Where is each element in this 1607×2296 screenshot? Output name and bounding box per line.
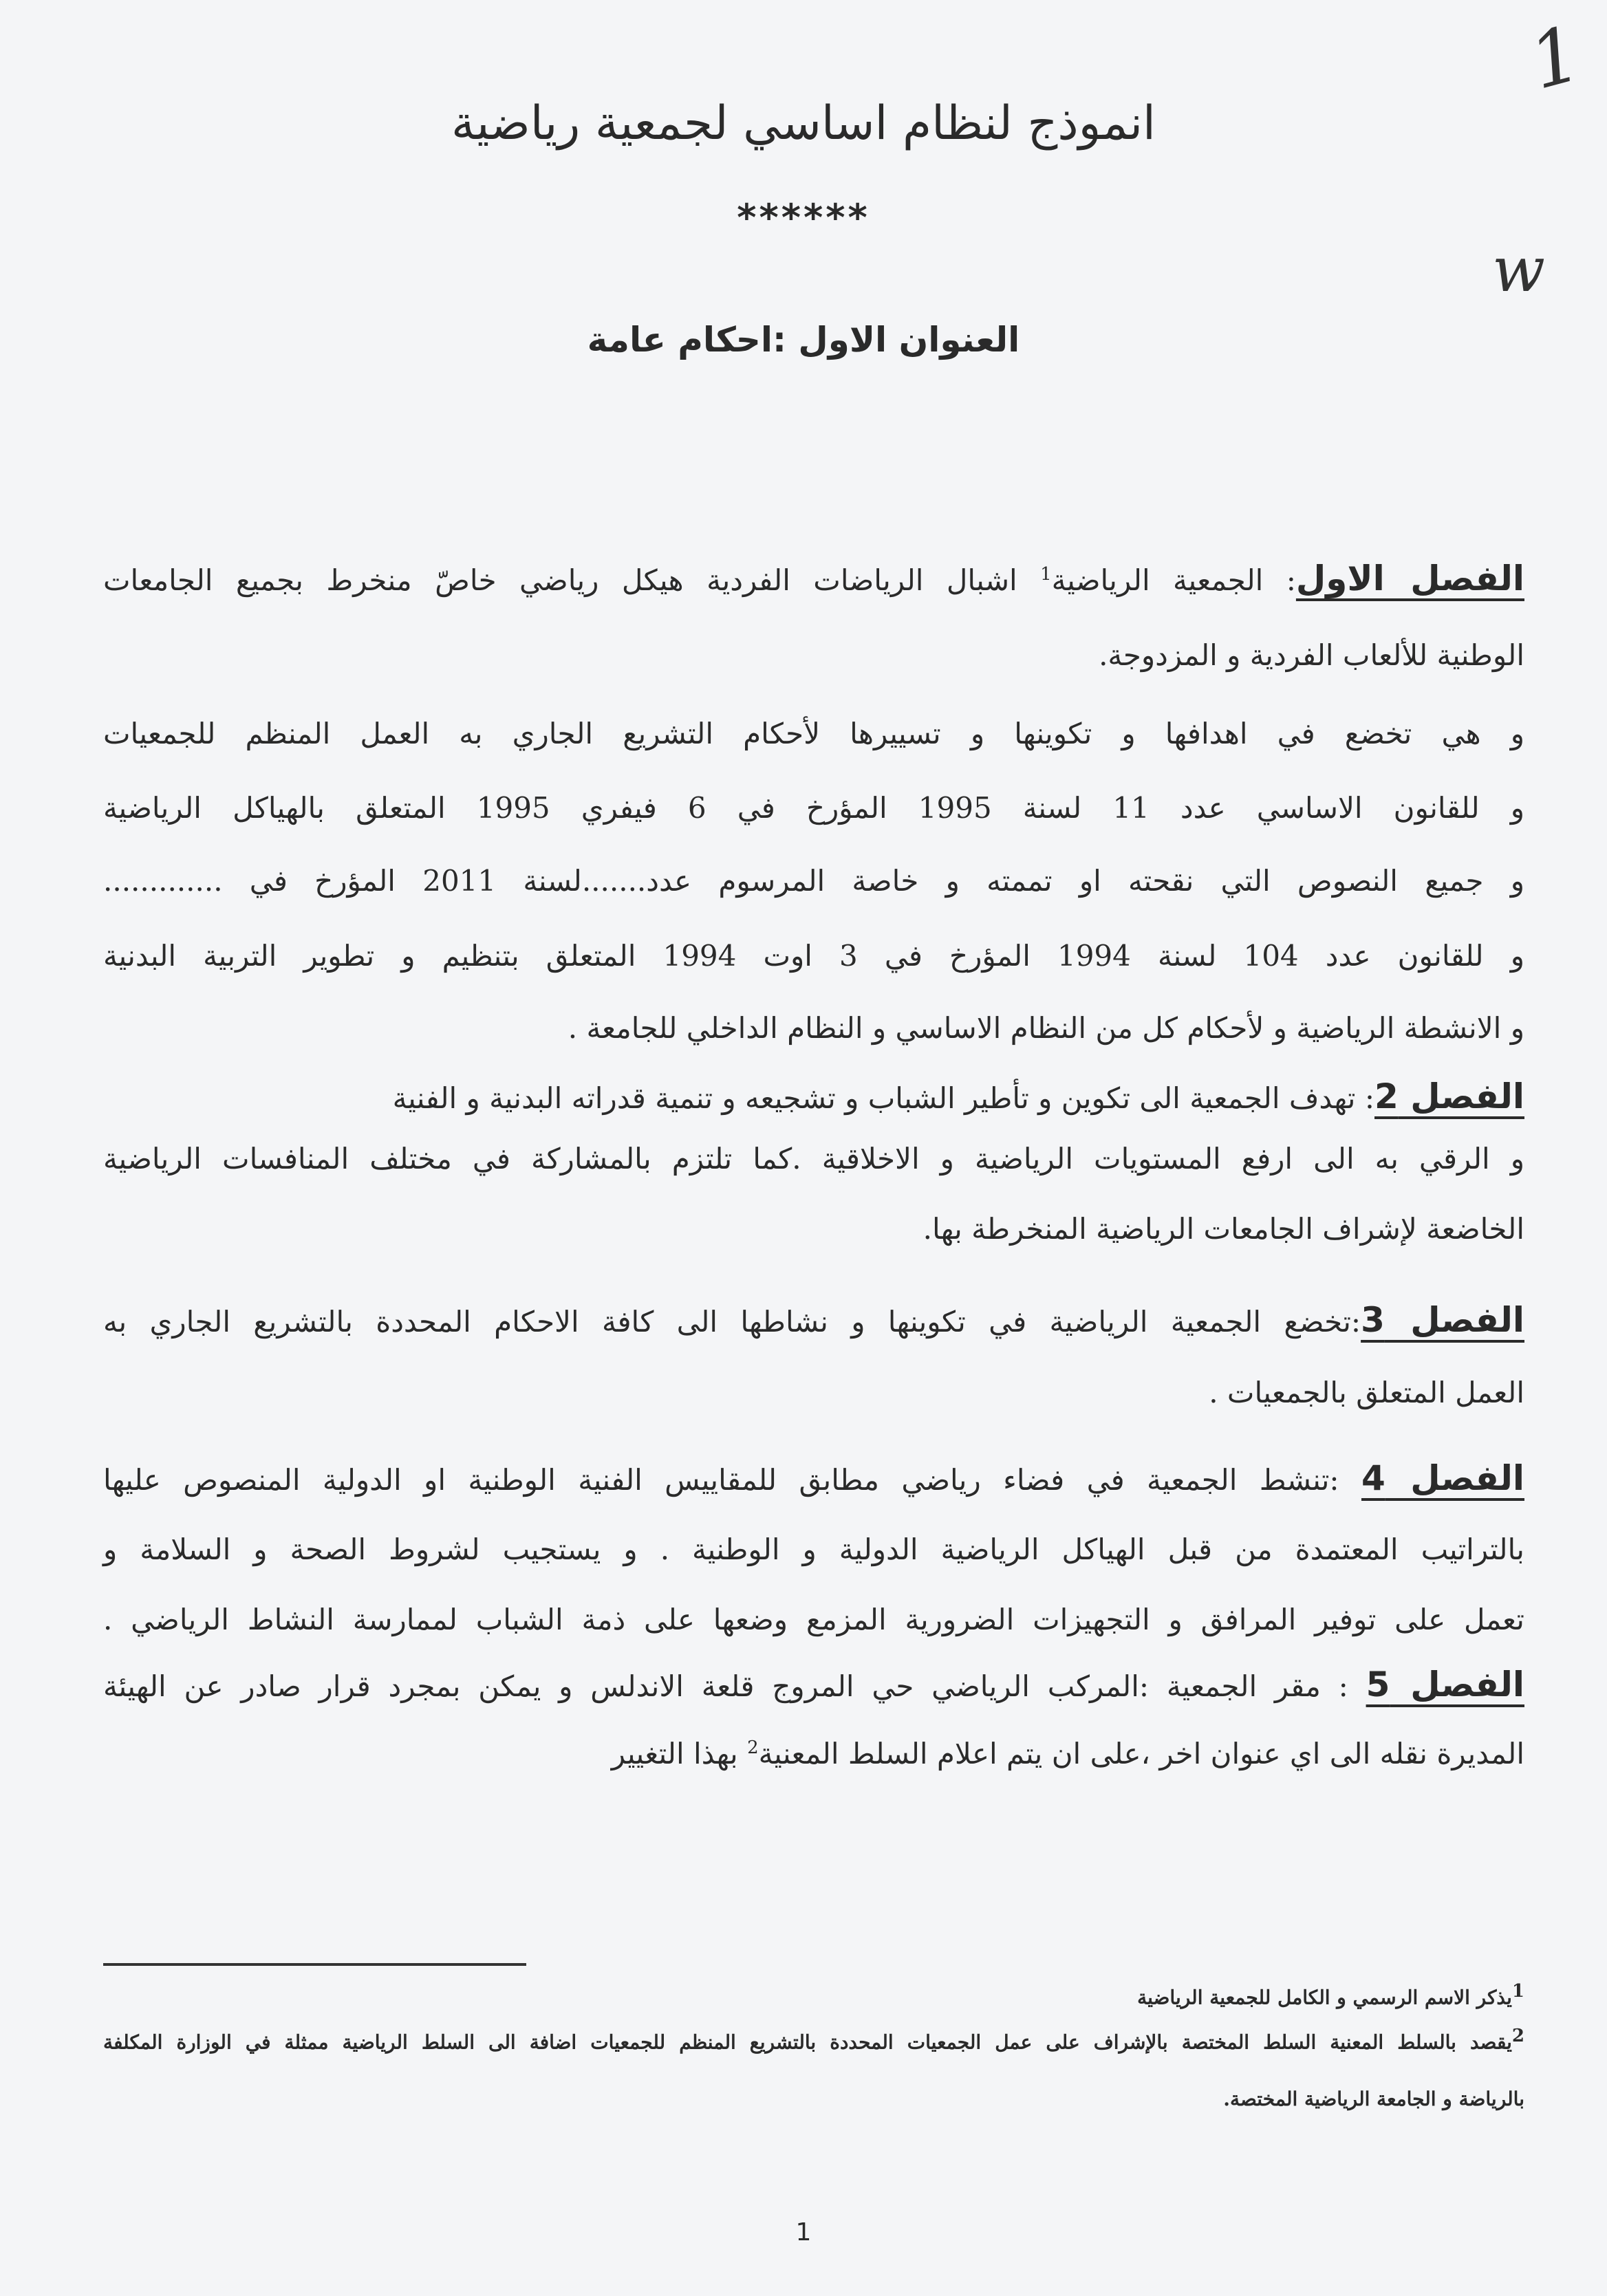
footnote-text: يذكر الاسم الرسمي و الكامل للجمعية الرياضية bbox=[1137, 1986, 1512, 2009]
article-1-line-2: الوطنية للألعاب الفردية و المزدوجة. bbox=[1099, 638, 1524, 672]
footnote-ref: 1 bbox=[1040, 564, 1052, 585]
article-4-line-2: بالتراتيب المعتمدة من قبل الهياكل الرياضية الدولية و الوطنية . و يستجيب لشروط الصحة و السلامة و bbox=[103, 1533, 1524, 1566]
article-label: الفصل 5 bbox=[1366, 1665, 1524, 1704]
article-text: : تهدف الجمعية الى تكوين و تأطير الشباب و تشجيعه و تنمية قدراته البدنية و الفنية bbox=[392, 1081, 1374, 1115]
section-heading: العنوان الاول :احكام عامة bbox=[587, 320, 1020, 360]
article-1-line-4: و للقانون الاساسي عدد 11 لسنة 1995 المؤرخ في 6 فيفري 1995 المتعلق بالهياكل الرياضية bbox=[103, 791, 1524, 825]
footnote-1 bbox=[103, 1981, 1524, 2008]
document-title: انموذج لنظام اساسي لجمعية رياضية bbox=[451, 96, 1156, 151]
article-1-line-7: و الانشطة الرياضية و لأحكام كل من النظام الاساسي و النظام الداخلي للجامعة . bbox=[568, 1011, 1524, 1045]
article-text: بهذا التغيير bbox=[611, 1737, 748, 1770]
footnote-number: 2 bbox=[1511, 2026, 1525, 2046]
article-2-line-1 bbox=[103, 1076, 1524, 1116]
article-text: : مقر الجمعية :المركب الرياضي حي المروج قلعة الاندلس و يمكن بمجرد قرار صادر عن الهيئة bbox=[103, 1669, 1366, 1703]
article-label: الفصل 4 bbox=[1361, 1458, 1524, 1498]
article-label: الفصل 3 bbox=[1361, 1300, 1525, 1340]
footnote-ref: 2 bbox=[747, 1737, 759, 1758]
footnote-2-cont: بالرياضة و الجامعة الرياضية المختصة. bbox=[1223, 2088, 1524, 2110]
article-3-line-2: العمل المتعلق بالجمعيات . bbox=[1209, 1376, 1524, 1409]
article-text: : الجمعية الرياضية bbox=[1051, 563, 1296, 597]
page-number: 1 bbox=[795, 2218, 812, 2246]
article-1-line-3: و هي تخضع في اهدافها و تكوينها و تسييرها لأحكام التشريع الجاري به العمل المنظم للجمعيات bbox=[103, 717, 1524, 750]
article-2-line-2: و الرقي به الى ارفع المستويات الرياضية و الاخلاقية .كما تلتزم بالمشاركة في مختلف المنافسات الرياضية bbox=[103, 1142, 1524, 1176]
article-text: :تخضع الجمعية الرياضية في تكوينها و نشاطها الى كافة الاحكام المحددة بالتشريع الجاري به bbox=[103, 1305, 1361, 1339]
handwritten-corner-mark: 1 bbox=[1520, 9, 1590, 107]
separator: ****** bbox=[737, 196, 870, 239]
article-label: الفصل الاول bbox=[1295, 559, 1524, 598]
footnote-separator bbox=[103, 1963, 526, 1966]
article-1-line-5: و جميع النصوص التي نقحته او تممته و خاصة المرسوم عدد.......لسنة 2011 المؤرخ في ............. bbox=[103, 864, 1525, 898]
article-5-line-2 bbox=[103, 1737, 1524, 1770]
article-text: المديرة نقله الى اي عنوان اخر ،على ان يتم اعلام السلط المعنية bbox=[758, 1737, 1524, 1770]
article-4-line-1 bbox=[103, 1458, 1524, 1498]
article-3-line-1 bbox=[103, 1300, 1524, 1340]
footnote-text: يقصد بالسلط المعنية السلط المختصة بالإشراف على عمل الجمعيات المحددة بالتشريع المنظم للجمعيات اضافة الى السلط الرياضية ممثلة في الوزارة المكلفة bbox=[103, 2030, 1512, 2054]
article-5-line-1 bbox=[103, 1665, 1524, 1704]
article-text: اشبال الرياضات الفردية هيكل رياضي خاصّ منخرط بجميع الجامعات bbox=[103, 563, 1041, 597]
footnote-2 bbox=[103, 2026, 1524, 2053]
handwritten-side-mark: w bbox=[1491, 234, 1545, 306]
article-2-line-3: الخاضعة لإشراف الجامعات الرياضية المنخرطة بها. bbox=[923, 1212, 1524, 1246]
article-text: :تنشط الجمعية في فضاء رياضي مطابق للمقاييس الفنية الوطنية او الدولية المنصوص عليها bbox=[103, 1463, 1361, 1497]
article-label: الفصل 2 bbox=[1374, 1076, 1524, 1116]
footnote-number: 1 bbox=[1511, 1981, 1524, 2002]
article-1-line-1 bbox=[103, 559, 1524, 598]
article-4-line-3: تعمل على توفير المرافق و التجهيزات الضرورية المزمع وضعها على ذمة الشباب لممارسة النشاط الرياضي . bbox=[103, 1603, 1524, 1636]
article-1-line-6: و للقانون عدد 104 لسنة 1994 المؤرخ في 3 اوت 1994 المتعلق بتنظيم و تطوير التربية البدنية bbox=[103, 939, 1524, 973]
